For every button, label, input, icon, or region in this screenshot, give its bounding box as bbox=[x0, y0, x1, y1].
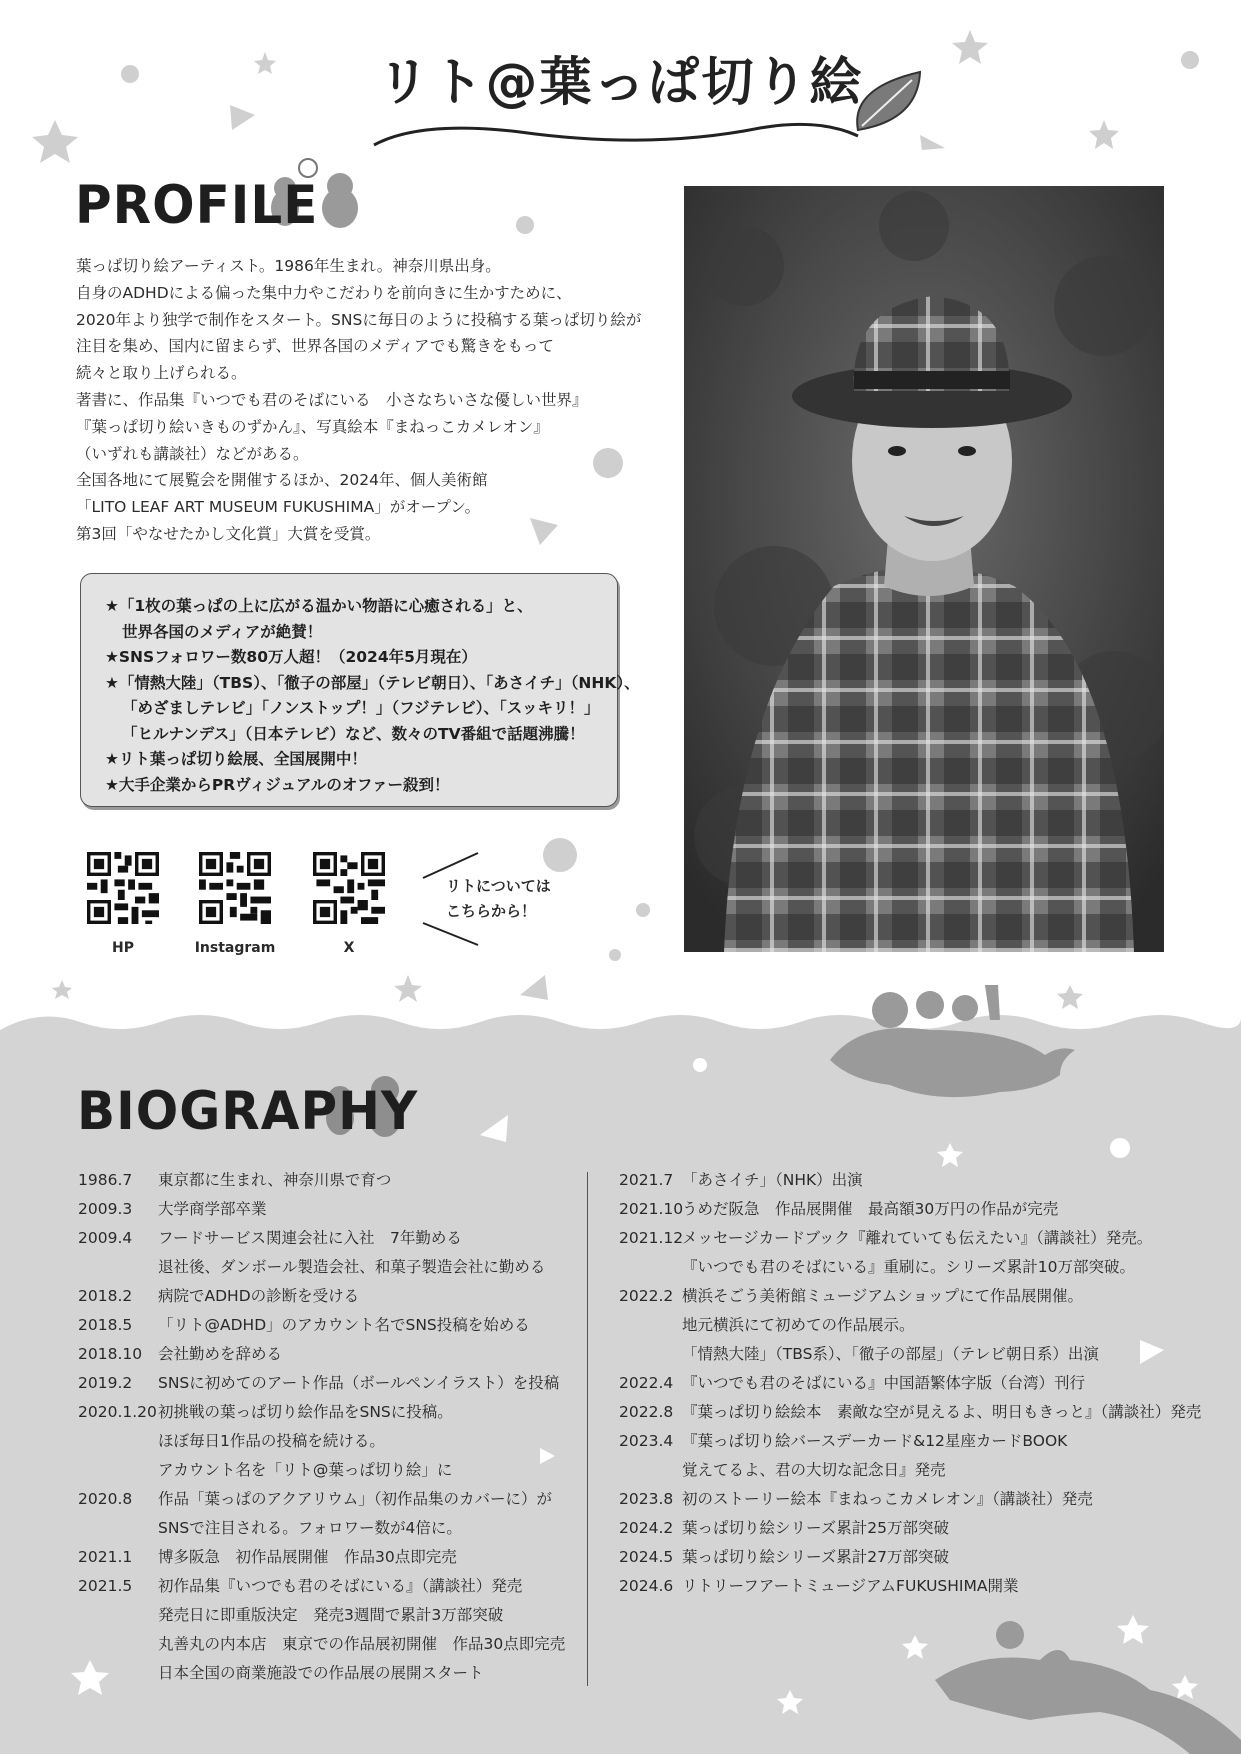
biography-entry bbox=[78, 1195, 565, 1224]
biography-date bbox=[78, 1630, 158, 1659]
biography-date: 2019.2 bbox=[78, 1374, 133, 1392]
links-callout: リトについては こちらから！ bbox=[446, 877, 551, 920]
biography-text: 「リト@ADHD」のアカウント名でSNS投稿を始める bbox=[158, 1316, 530, 1334]
biography-entry bbox=[619, 1282, 1201, 1311]
biography-text: 東京都に生まれ、神奈川県で育つ bbox=[158, 1171, 392, 1189]
biography-date: 1986.7 bbox=[78, 1171, 133, 1189]
biography-text: 地元横浜にて初めての作品展示。 bbox=[682, 1316, 915, 1334]
biography-date: 2018.10 bbox=[78, 1345, 143, 1363]
title-underline bbox=[374, 124, 858, 145]
biography-date: 2020.8 bbox=[78, 1490, 133, 1508]
biography-text: 初作品集『いつでも君のそばにいる』（講談社）発売 bbox=[158, 1577, 523, 1595]
highlights-box bbox=[80, 573, 640, 807]
biography-date: 2022.8 bbox=[619, 1403, 674, 1421]
biography-date bbox=[78, 1456, 158, 1485]
biography-date bbox=[619, 1253, 682, 1282]
profile-line: 「LITO LEAF ART MUSEUM FUKUSHIMA」がオープン。 bbox=[76, 498, 481, 517]
biography-text: 会社勤めを辞める bbox=[158, 1345, 283, 1363]
biography-date: 2024.5 bbox=[619, 1548, 674, 1566]
highlight-line: 「めざましテレビ」「ノンストップ！」（フジテレビ）、「スッキリ！」 bbox=[122, 699, 600, 717]
profile-line: 注目を集め、国内に留まらず、世界各国のメディアでも驚きをもって bbox=[76, 337, 554, 356]
biography-date bbox=[619, 1311, 682, 1340]
qr-label-instagram: Instagram bbox=[194, 940, 276, 956]
profile-line: 葉っぱ切り絵アーティスト。1986年生まれ。神奈川県出身。 bbox=[76, 257, 501, 275]
biography-entry bbox=[619, 1224, 1201, 1253]
biography-entry bbox=[78, 1514, 565, 1543]
biography-entry bbox=[78, 1543, 565, 1572]
biography-entry bbox=[78, 1282, 565, 1311]
biography-entry bbox=[78, 1427, 565, 1456]
biography-text: 博多阪急 初作品展開催 作品30点即完売 bbox=[158, 1548, 457, 1566]
biography-date: 2018.2 bbox=[78, 1287, 133, 1305]
profile-line: 2020年より独学で制作をスタート。SNSに毎日のように投稿する葉っぱ切り絵が bbox=[76, 310, 642, 329]
page-title: リト@葉っぱ切り絵 bbox=[377, 53, 864, 113]
highlight-line: ★「情熱大陸」（TBS）、「徹子の部屋」（テレビ朝日）、「あさイチ」（NHK）、 bbox=[105, 673, 640, 692]
highlight-line: ★「1枚の葉っぱの上に広がる温かい物語に心癒される」と、 bbox=[105, 597, 533, 615]
qr-code-hp[interactable] bbox=[87, 852, 159, 924]
biography-entry bbox=[78, 1224, 565, 1253]
qr-code-instagram[interactable] bbox=[199, 852, 271, 924]
biography-date: 2023.4 bbox=[619, 1432, 674, 1450]
biography-text: 「情熱大陸」（TBS系）、「徹子の部屋」（テレビ朝日系）出演 bbox=[682, 1345, 1099, 1363]
biography-entry bbox=[619, 1398, 1201, 1427]
biography-date bbox=[619, 1456, 682, 1485]
biography-date bbox=[78, 1514, 158, 1543]
biography-entry bbox=[619, 1340, 1201, 1369]
profile-line: 自身のADHDによる偏った集中力やこだわりを前向きに生かすために、 bbox=[76, 283, 572, 302]
biography-text: うめだ阪急 作品展開催 最高額30万円の作品が完売 bbox=[682, 1200, 1059, 1218]
profile-line: 著書に、作品集『いつでも君のそばにいる 小さなちいさな優しい世界』 bbox=[76, 390, 588, 409]
qr-label-hp: HP bbox=[112, 940, 134, 956]
biography-text: 丸善丸の内本店 東京での作品展初開催 作品30点即完売 bbox=[158, 1635, 566, 1653]
biography-text: 日本全国の商業施設での作品展の展開スタート bbox=[158, 1664, 484, 1682]
highlight-line: 「ヒルナンデス」（日本テレビ）など、数々のTV番組で話題沸騰！ bbox=[122, 724, 585, 743]
biography-entry bbox=[619, 1514, 1201, 1543]
biography-text: 『いつでも君のそばにいる』中国語繁体字版（台湾）刊行 bbox=[682, 1374, 1086, 1392]
biography-date: 2023.8 bbox=[619, 1490, 674, 1508]
biography-date: 2020.1.20 bbox=[78, 1403, 157, 1421]
biography-date: 2018.5 bbox=[78, 1316, 133, 1334]
biography-heading: BIOGRAPHY bbox=[77, 1080, 419, 1142]
qr-code-x[interactable] bbox=[313, 852, 385, 924]
biography-entry bbox=[78, 1485, 565, 1514]
portrait-photo bbox=[684, 186, 1164, 952]
biography-entry bbox=[78, 1398, 565, 1427]
biography-date bbox=[78, 1253, 158, 1282]
biography-date: 2021.12 bbox=[619, 1229, 684, 1247]
biography-text: フードサービス関連会社に入社 7年勤める bbox=[158, 1229, 462, 1247]
biography-date: 2009.3 bbox=[78, 1200, 133, 1218]
biography-divider bbox=[587, 1172, 588, 1686]
biography-date: 2021.1 bbox=[78, 1548, 133, 1566]
biography-date: 2024.6 bbox=[619, 1577, 674, 1595]
profile-heading: PROFILE bbox=[75, 174, 319, 236]
biography-date: 2009.4 bbox=[78, 1229, 133, 1247]
biography-entry bbox=[619, 1195, 1201, 1224]
biography-entry bbox=[619, 1369, 1201, 1398]
biography-entry bbox=[78, 1630, 565, 1659]
biography-text: 『葉っぱ切り絵絵本 素敵な空が見えるよ、明日もきっと』（講談社）発売 bbox=[682, 1403, 1202, 1421]
biography-date: 2022.4 bbox=[619, 1374, 674, 1392]
profile-line: 『葉っぱ切り絵いきものずかん』、写真絵本『まねっこカメレオン』 bbox=[76, 417, 549, 436]
biography-date bbox=[78, 1659, 158, 1688]
profile-line: 全国各地にて展覧会を開催するほか、2024年、個人美術館 bbox=[76, 471, 488, 490]
biography-text: 覚えてるよ、君の大切な記念日』発売 bbox=[682, 1461, 946, 1479]
biography-text: 作品「葉っぱのアクアリウム」（初作品集のカバーに）が bbox=[158, 1490, 553, 1508]
biography-text: 退社後、ダンボール製造会社、和菓子製造会社に勤める bbox=[158, 1258, 546, 1276]
biography-entry bbox=[619, 1572, 1201, 1601]
profile-text bbox=[76, 253, 642, 548]
biography-right-column bbox=[619, 1166, 1201, 1601]
biography-text: 横浜そごう美術館ミュージアムショップにて作品展開催。 bbox=[682, 1287, 1083, 1305]
biography-text: SNSに初めてのアート作品（ボールペンイラスト）を投稿 bbox=[158, 1374, 560, 1392]
highlight-line: 世界各国のメディアが絶賛！ bbox=[122, 622, 323, 641]
highlight-line: ★リト葉っぱ切り絵展、全国展開中！ bbox=[105, 750, 367, 768]
biography-date: 2024.2 bbox=[619, 1519, 674, 1537]
biography-entry bbox=[619, 1166, 1201, 1195]
biography-text: SNSで注目される。フォロワー数が4倍に。 bbox=[158, 1519, 462, 1537]
biography-date: 2021.7 bbox=[619, 1171, 674, 1189]
biography-date bbox=[619, 1340, 682, 1369]
biography-text: ほぼ毎日1作品の投稿を続ける。 bbox=[158, 1432, 385, 1450]
biography-text: 初のストーリー絵本『まねっこカメレオン』（講談社）発売 bbox=[682, 1490, 1093, 1508]
biography-date: 2021.10 bbox=[619, 1200, 684, 1218]
biography-entry bbox=[78, 1369, 565, 1398]
biography-entry bbox=[619, 1543, 1201, 1572]
biography-text: 葉っぱ切り絵シリーズ累計25万部突破 bbox=[682, 1519, 949, 1537]
biography-text: メッセージカードブック『離れていても伝えたい』（講談社）発売。 bbox=[682, 1229, 1153, 1247]
biography-entry bbox=[619, 1456, 1201, 1485]
biography-entry bbox=[78, 1601, 565, 1630]
biography-entry bbox=[78, 1340, 565, 1369]
biography-entry bbox=[619, 1427, 1201, 1456]
biography-text: 大学商学部卒業 bbox=[158, 1200, 267, 1218]
highlight-line: ★SNSフォロワー数80万人超！（2024年5月現在） bbox=[105, 648, 477, 666]
biography-text: 「あさイチ」（NHK）出演 bbox=[682, 1171, 863, 1189]
biography-date bbox=[78, 1427, 158, 1456]
biography-entry bbox=[619, 1253, 1201, 1282]
biography-entry bbox=[619, 1311, 1201, 1340]
qr-label-x: X bbox=[343, 940, 355, 956]
biography-text: リトリーフアートミュージアムFUKUSHIMA開業 bbox=[682, 1577, 1019, 1595]
biography-entry bbox=[619, 1485, 1201, 1514]
biography-text: 発売日に即重版決定 発売3週間で累計3万部突破 bbox=[158, 1606, 504, 1624]
biography-text: 葉っぱ切り絵シリーズ累計27万部突破 bbox=[682, 1548, 949, 1566]
biography-left-column bbox=[78, 1166, 565, 1688]
profile-line: 続々と取り上げられる。 bbox=[76, 364, 247, 383]
biography-entry bbox=[78, 1456, 565, 1485]
biography-entry bbox=[78, 1311, 565, 1340]
biography-text: 『いつでも君のそばにいる』重刷に。シリーズ累計10万部突破。 bbox=[682, 1258, 1135, 1276]
biography-entry bbox=[78, 1253, 565, 1282]
biography-entry bbox=[78, 1166, 565, 1195]
profile-line: 第3回「やなせたかし文化賞」大賞を受賞。 bbox=[76, 524, 381, 543]
biography-entry bbox=[78, 1659, 565, 1688]
biography-date: 2021.5 bbox=[78, 1577, 133, 1595]
biography-text: 病院でADHDの診断を受ける bbox=[158, 1287, 360, 1305]
highlight-line: ★大手企業からPRヴィジュアルのオファー殺到！ bbox=[105, 775, 450, 794]
biography-entry bbox=[78, 1572, 565, 1601]
profile-line: （いずれも講談社）などがある。 bbox=[76, 444, 309, 463]
biography-text: 『葉っぱ切り絵バースデーカード&12星座カードBOOK bbox=[682, 1432, 1068, 1450]
biography-date: 2022.2 bbox=[619, 1287, 674, 1305]
biography-text: アカウント名を「リト@葉っぱ切り絵」に bbox=[158, 1461, 453, 1479]
biography-text: 初挑戦の葉っぱ切り絵作品をSNSに投稿。 bbox=[158, 1403, 453, 1421]
biography-date bbox=[78, 1601, 158, 1630]
